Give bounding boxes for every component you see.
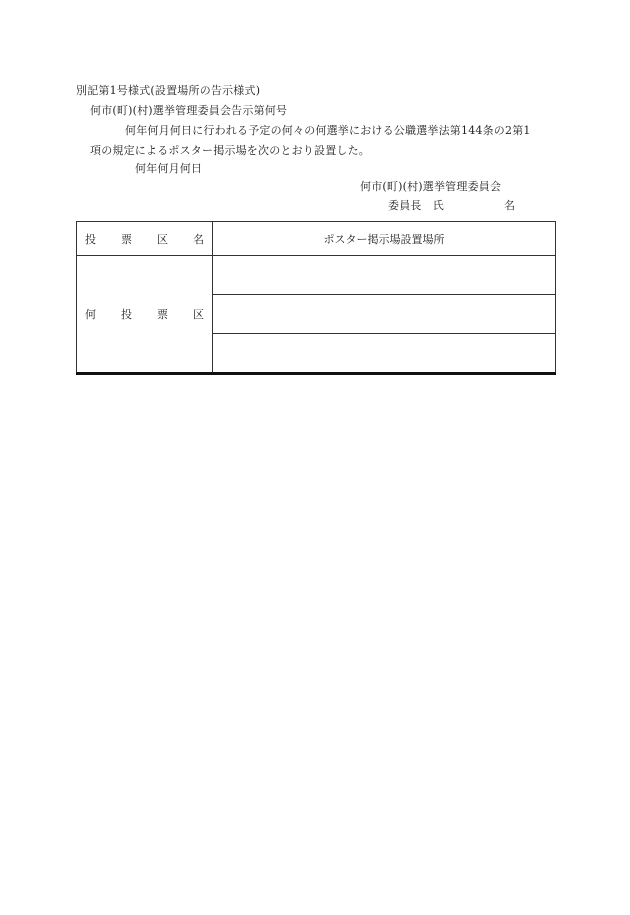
poster-location-table (76, 221, 556, 375)
district-char: 何 (85, 308, 96, 321)
chair-signature-line (388, 199, 515, 213)
header-district-char: 名 (193, 232, 204, 246)
header-district-char: 票 (121, 232, 132, 246)
district-name-label (77, 306, 212, 322)
notice-body-line-2: 項の規定によるポスター掲示場を次のとおり設置した。 (90, 144, 370, 157)
table-header-row (77, 222, 556, 256)
district-char: 票 (157, 308, 168, 321)
location-cell (213, 334, 556, 374)
location-cell (213, 295, 556, 334)
location-cell (213, 256, 556, 295)
district-char: 区 (193, 308, 204, 321)
header-district-label (77, 231, 212, 247)
table-row (77, 256, 556, 295)
notice-date: 何年何月何日 (135, 162, 203, 175)
header-district-cell (77, 222, 213, 256)
chair-name-label: 名 (504, 199, 516, 212)
chair-title: 委員長 氏 (388, 199, 444, 212)
header-district-char: 投 (85, 232, 96, 246)
issuer-name: 何市(町)(村)選挙管理委員会 (360, 180, 502, 193)
form-label: 別記第1号様式(設置場所の告示様式) (76, 84, 261, 97)
header-location-cell: ポスター掲示場設置場所 (213, 222, 556, 256)
notice-number: 何市(町)(村)選挙管理委員会告示第何号 (90, 104, 288, 117)
notice-body-line-1: 何年何月何日に行われる予定の何々の何選挙における公職選挙法第144条の2第1 (125, 124, 531, 137)
district-name-cell (77, 256, 213, 374)
header-district-char: 区 (157, 232, 168, 246)
district-char: 投 (121, 308, 132, 321)
